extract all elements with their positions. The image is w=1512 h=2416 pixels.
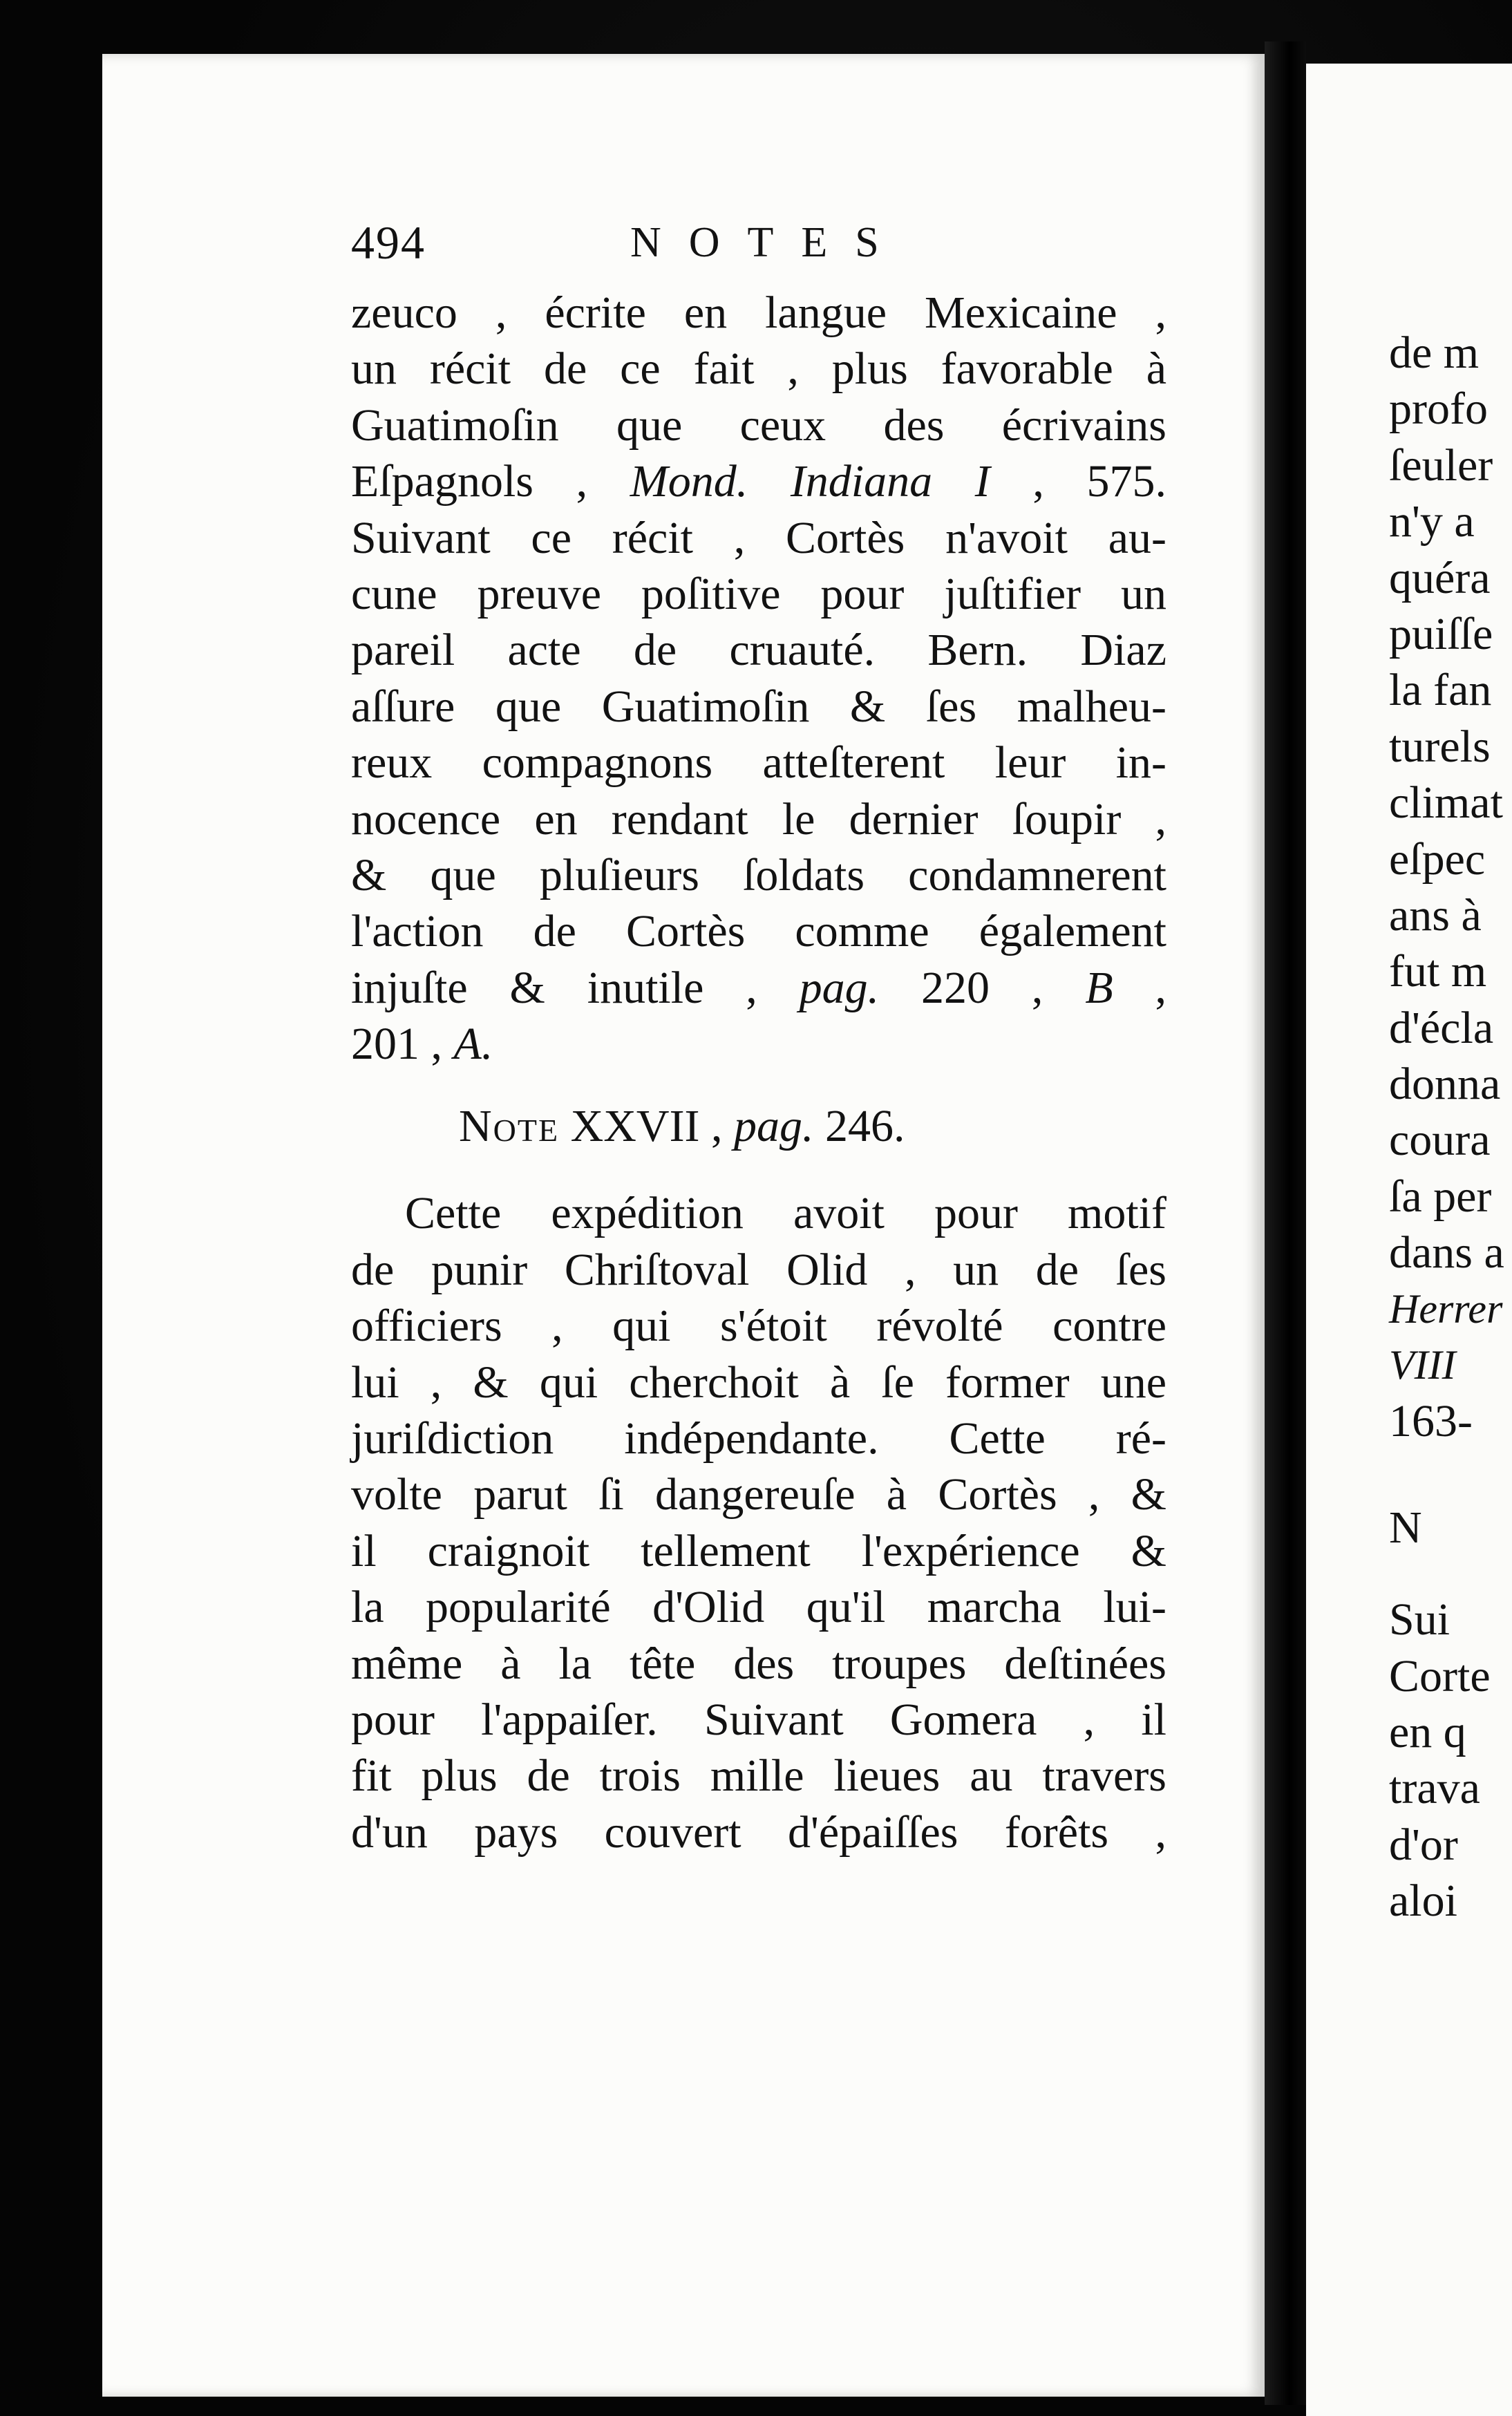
text-line: eſpec <box>1389 833 1486 885</box>
text-line: volte parut ſi dangereuſe à Cortès , & <box>351 1469 1166 1520</box>
note-heading-word: Note <box>459 1101 560 1152</box>
text-line: nocence en rendant le dernier ſoupir , <box>351 793 1166 844</box>
text-line: de punir Chriſtoval Olid , un de ſes <box>351 1244 1166 1295</box>
note-heading-page: 246. <box>813 1101 905 1152</box>
text-line: pareil acte de cruauté. Bern. Diaz <box>351 625 1166 676</box>
citation-comma: , <box>1113 962 1167 1013</box>
text-line: puiſſe <box>1389 608 1493 659</box>
text-line: ans à <box>1389 889 1482 941</box>
text-line <box>351 960 1166 1016</box>
text-line: il craignoit tellement l'expérience & <box>351 1525 1166 1576</box>
left-page-body <box>351 285 1166 1860</box>
text-line: la fan <box>1389 665 1492 716</box>
citation-letter-a: A. <box>453 1019 493 1070</box>
text-line: la popularité d'Olid qu'il marcha lui- <box>351 1582 1166 1633</box>
text-line: & que pluſieurs ſoldats condamnerent <box>351 849 1166 900</box>
right-page-body <box>1389 325 1512 1929</box>
text-line: en q <box>1389 1706 1466 1757</box>
text-line: quéra <box>1389 552 1491 603</box>
text-line: d'écla <box>1389 1002 1494 1053</box>
text-line: n'y a <box>1389 496 1475 547</box>
note-heading-fragment: N <box>1389 1502 1422 1553</box>
text-line: pour l'appaiſer. Suivant Gomera , il <box>351 1694 1166 1745</box>
note-heading <box>351 1072 1166 1158</box>
spacer <box>351 1158 1166 1185</box>
text-line: Cette expédition avoit pour motif <box>405 1188 1166 1239</box>
text-line: reux compagnons atteſterent leur in- <box>351 737 1166 789</box>
text-line: zeuco , écrite en langue Mexicaine , <box>351 287 1166 338</box>
text-fragment: injuſte & inutile , <box>351 962 800 1013</box>
text-line: fit plus de trois mille lieues au travers <box>351 1750 1166 1802</box>
citation-line: Herrer <box>1389 1285 1503 1332</box>
text-line: donna <box>1389 1059 1501 1110</box>
text-line: Guatimoſin que ceux des écrivains <box>351 399 1166 451</box>
text-line: même à la tête des troupes deſtinées <box>351 1638 1166 1689</box>
text-line: profo <box>1389 384 1488 435</box>
text-line: de m <box>1389 328 1480 378</box>
note-heading-pag: pag. <box>734 1101 814 1152</box>
citation-number: 220 , <box>879 962 1086 1013</box>
text-line: fut m <box>1389 946 1487 997</box>
text-line: ſeuler <box>1389 440 1493 491</box>
text-line: climat <box>1389 777 1503 829</box>
text-line: turels <box>1389 721 1491 772</box>
running-title: NOTES <box>630 219 907 266</box>
text-line: 163- <box>1389 1396 1473 1447</box>
text-line: lui , & qui cherchoit à ſe former une <box>351 1357 1166 1408</box>
text-line: un récit de ce fait , plus favorable à <box>351 343 1166 395</box>
text-line: cune preuve poſitive pour juſtifier un <box>351 568 1166 619</box>
text-line: juriſdiction indépendante. Cette ré- <box>351 1413 1166 1464</box>
text-line: l'action de Cortès comme également <box>351 906 1166 957</box>
citation-number: 201 , <box>351 1019 454 1070</box>
text-line: d'or <box>1389 1819 1458 1870</box>
citation-title: Mond. Indiana I <box>630 456 990 507</box>
text-line: trava <box>1389 1763 1480 1814</box>
spacer <box>1389 1450 1512 1500</box>
text-line: Corte <box>1389 1650 1491 1701</box>
text-line <box>351 1016 1166 1072</box>
text-line: aloi <box>1389 1876 1457 1927</box>
citation-letter-b: B <box>1085 962 1113 1013</box>
text-line: Suivant ce récit , Cortès n'avoit au- <box>351 512 1166 563</box>
text-line: d'un pays couvert d'épaiſſes forêts , <box>351 1806 1166 1858</box>
text-line: dans a <box>1389 1227 1504 1278</box>
spacer <box>1389 1556 1512 1592</box>
citation-page: , 575. <box>990 456 1166 507</box>
right-page <box>1306 64 1512 2416</box>
text-line: officiers , qui s'étoit révolté contre <box>351 1301 1166 1352</box>
book-gutter <box>1265 41 1306 2405</box>
note-heading-number: XXVII , <box>559 1101 735 1152</box>
text-line: Sui <box>1389 1594 1450 1645</box>
text-fragment: Eſpagnols , <box>351 456 630 507</box>
page-number: 494 <box>351 216 426 269</box>
citation-pag: pag. <box>799 962 880 1013</box>
text-line: coura <box>1389 1115 1491 1166</box>
text-line: ſa per <box>1389 1171 1492 1222</box>
text-line <box>351 453 1166 509</box>
citation-line: VIII <box>1389 1342 1456 1388</box>
text-line: aſſure que Guatimoſin & ſes malheu- <box>351 681 1166 732</box>
